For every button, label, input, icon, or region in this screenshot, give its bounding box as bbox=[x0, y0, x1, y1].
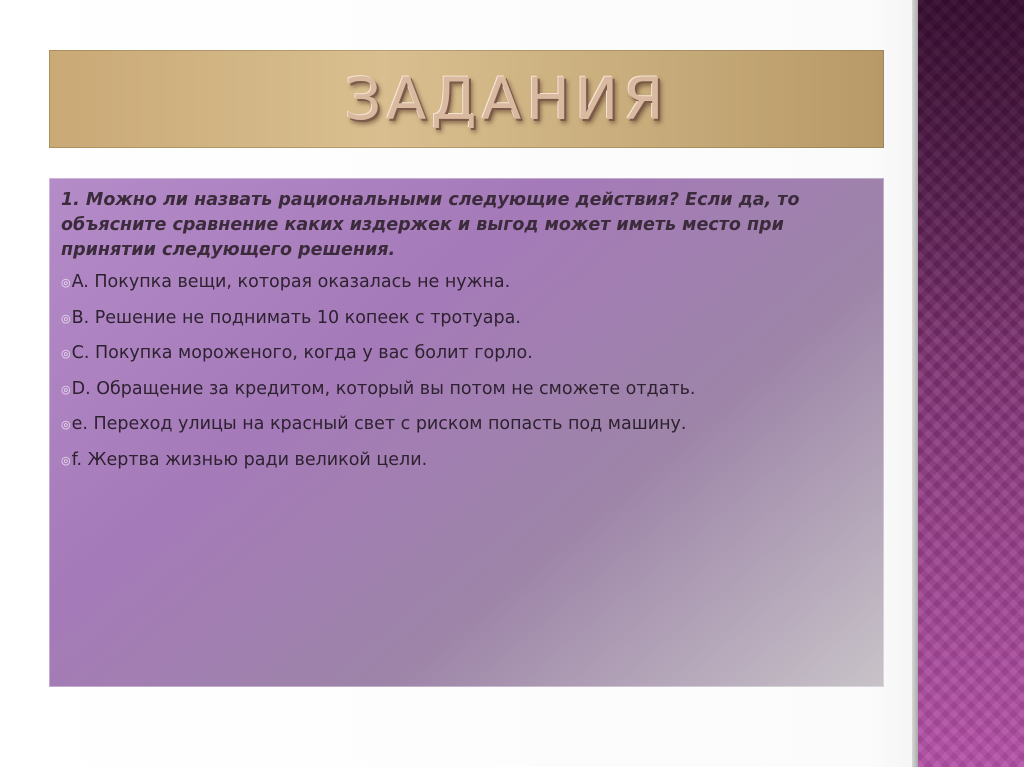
list-item bbox=[61, 271, 870, 307]
list-item-text: f. Жертва жизнью ради великой цели. bbox=[71, 449, 428, 470]
bullet-icon: ◎ bbox=[61, 276, 71, 289]
slide-title: ЗАДАНИЯ bbox=[344, 65, 669, 133]
list-item-text: D. Обращение за кредитом, который вы потом не сможете отдать. bbox=[71, 378, 696, 399]
list-item-text: e. Переход улицы на красный свет с риском попасть под машину. bbox=[71, 414, 687, 434]
bullet-icon: ◎ bbox=[61, 418, 71, 431]
bullet-icon: ◎ bbox=[61, 311, 71, 325]
title-bar bbox=[49, 50, 884, 148]
answer-list bbox=[61, 271, 870, 484]
list-item-text: B. Решение не поднимать 10 копеек с тротуара. bbox=[71, 307, 521, 328]
bullet-icon: ◎ bbox=[61, 382, 71, 396]
bullet-icon: ◎ bbox=[61, 347, 71, 360]
list-item bbox=[61, 342, 870, 378]
list-item bbox=[61, 378, 870, 414]
list-item-text: C. Покупка мороженого, когда у вас болит горло. bbox=[71, 343, 533, 363]
list-item bbox=[61, 307, 870, 343]
question-text: 1. Можно ли назвать рациональными следующие действия? Если да, то объясните сравнение каких издержек и выгод может иметь место при принятии следующего решения. bbox=[61, 190, 800, 260]
content-box bbox=[49, 178, 884, 687]
list-item bbox=[61, 449, 870, 485]
bullet-icon: ◎ bbox=[61, 453, 71, 467]
list-item-text: A. Покупка вещи, которая оказалась не нужна. bbox=[71, 272, 511, 292]
list-item bbox=[61, 413, 870, 449]
decorative-side-band bbox=[918, 0, 1024, 767]
